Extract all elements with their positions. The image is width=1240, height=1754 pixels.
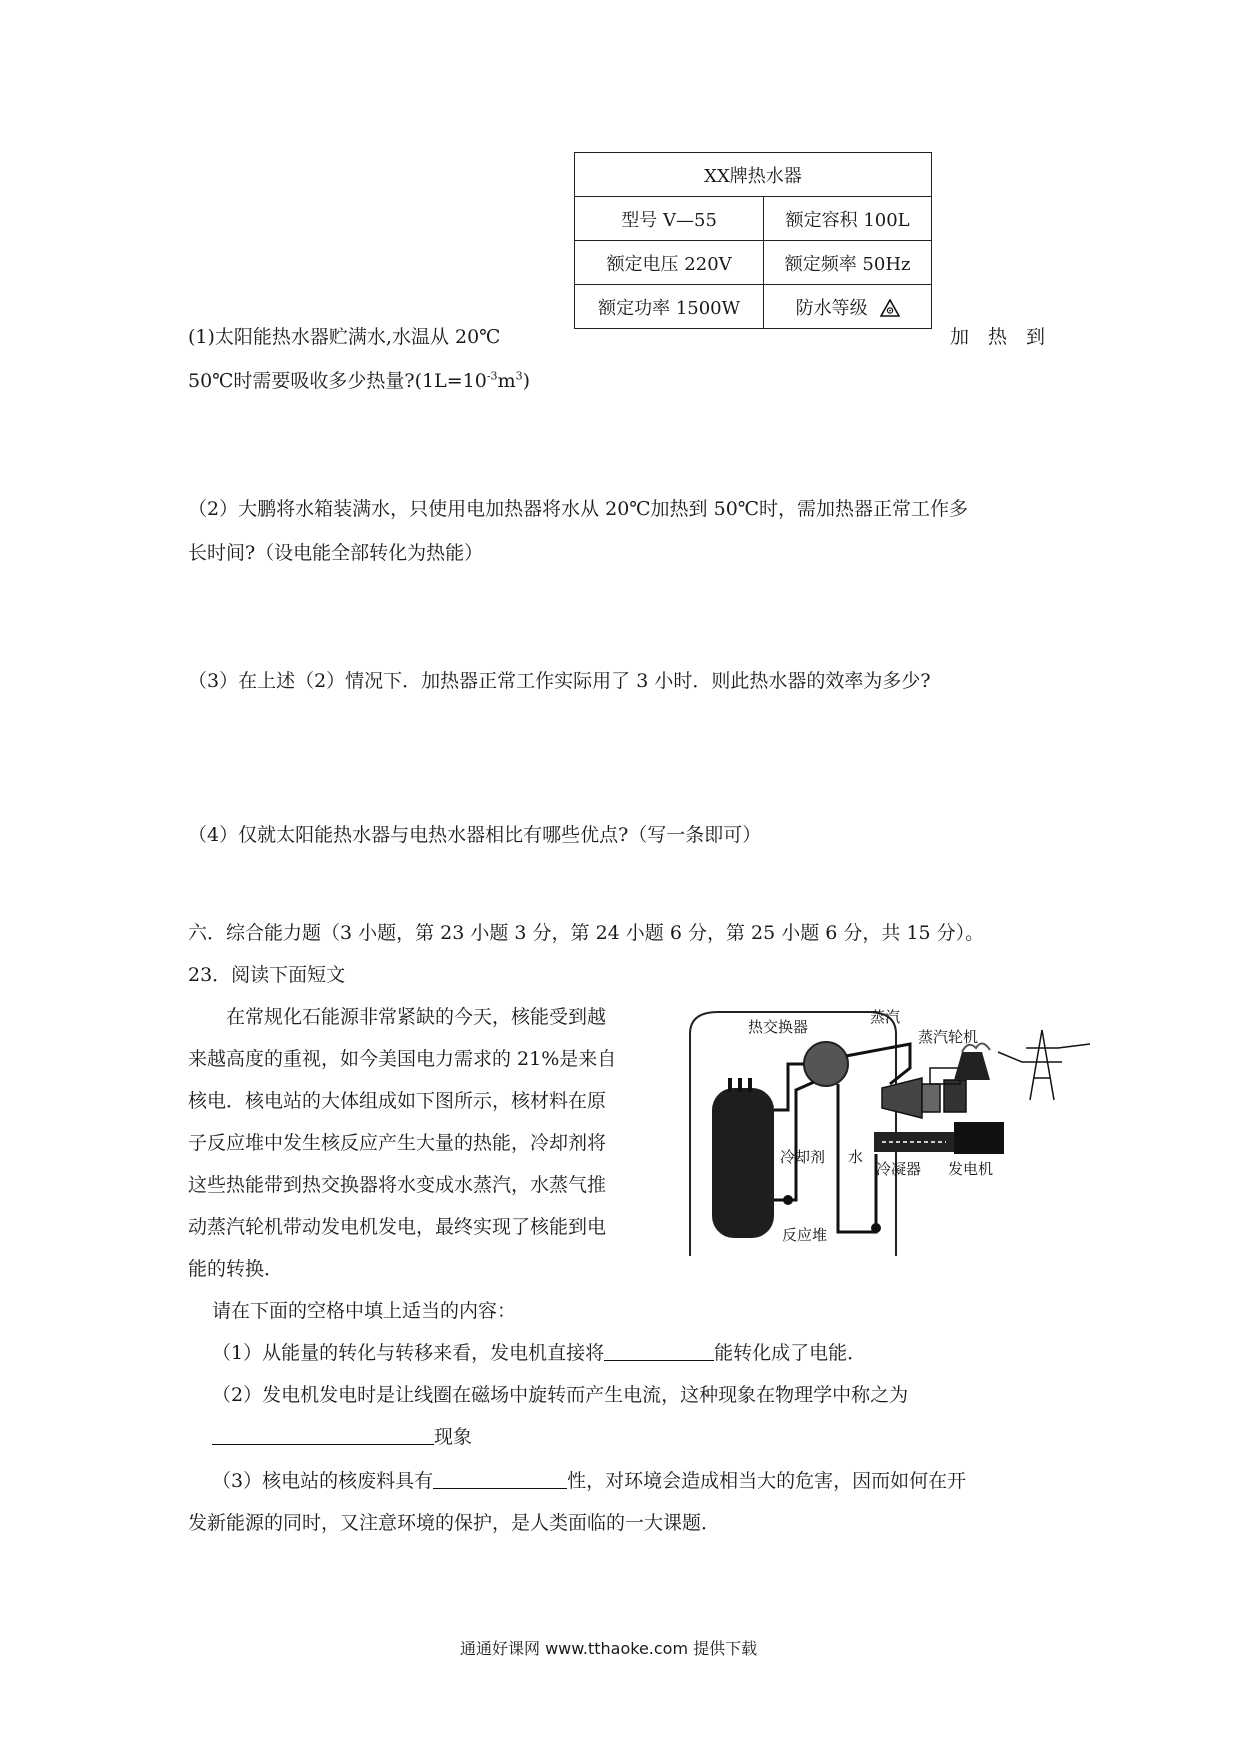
spec-capacity: 额定容积 100L [764, 197, 932, 241]
q1-exp: -3 [486, 369, 498, 383]
section6-title: 六．综合能力题（3 小题，第 23 小题 3 分，第 24 小题 6 分，第 25 小题 6 分，共 15 分）。 [188, 922, 985, 944]
spec-waterproof [764, 285, 932, 329]
q23-instruction: 请在下面的空格中填上适当的内容： [212, 1300, 517, 1322]
page-footer: 通通好课网 www.tthaoke.com 提供下载 [460, 1639, 758, 1658]
label-condenser: 冷凝器 [876, 1160, 922, 1178]
q23-para-line: 来越高度的重视，如今美国电力需求的 21%是来自 [188, 1048, 617, 1070]
spec-voltage: 额定电压 220V [575, 241, 764, 285]
q23-s3-text-a: （3）核电站的核废料具有 [212, 1470, 434, 1492]
label-generator: 发电机 [948, 1160, 994, 1178]
q23-s1-text-b: 能转化成了电能． [714, 1342, 867, 1364]
nuclear-plant-diagram [678, 1000, 1090, 1256]
q1-line1-left: (1)太阳能热水器贮满水,水温从 20℃ [188, 326, 501, 348]
steam-turbine [882, 1078, 922, 1118]
q23-s3-text-b: 性，对环境会造成相当大的危害，因而如何在开 [567, 1470, 967, 1492]
q23-para-line: 子反应堆中发生核反应产生大量的热能，冷却剂将 [188, 1132, 607, 1154]
spec-table-title: XX牌热水器 [575, 153, 932, 197]
label-water: 水 [848, 1148, 864, 1166]
generator [944, 1080, 966, 1112]
spec-table [574, 152, 932, 329]
reactor-vessel [712, 1088, 774, 1238]
q1-line2 [188, 366, 530, 393]
q23-para-line: 能的转换． [188, 1258, 284, 1280]
q4-line1: （4）仅就太阳能热水器与电热水器相比有哪些优点?（写一条即可） [188, 824, 762, 846]
q2-line2: 长时间?（设电能全部转化为热能） [188, 542, 484, 564]
q1-line1-right: 加 热 到 [950, 326, 1046, 348]
q3-line1: （3）在上述（2）情况下．加热器正常工作实际用了 3 小时．则此热水器的效率为多少? [188, 670, 931, 692]
q23-s1-text-a: （1）从能量的转化与转移来看，发电机直接将 [212, 1342, 605, 1364]
answer-blank-1[interactable] [604, 1342, 714, 1361]
label-steam: 蒸汽 [870, 1008, 901, 1026]
q23-s3-line1 [212, 1466, 966, 1493]
q1-unit: m [497, 370, 516, 392]
q23-s2-text-b: 现象 [434, 1426, 473, 1448]
q1-unit-exp: 3 [515, 369, 523, 383]
q23-para-line: 动蒸汽轮机带动发电机发电，最终实现了核能到电 [188, 1216, 607, 1238]
waterproof-warning-icon [880, 299, 900, 317]
label-reactor: 反应堆 [782, 1226, 828, 1244]
steam-pipe [846, 1044, 910, 1084]
answer-blank-2[interactable] [212, 1426, 434, 1445]
q23-s2-line2 [212, 1422, 472, 1449]
q23-s1 [212, 1338, 866, 1365]
spec-waterproof-label: 防水等级 [795, 297, 868, 319]
q2-line1: （2）大鹏将水箱装满水，只使用电加热器将水从 20℃加热到 50℃时，需加热器正常工作多 [188, 498, 969, 520]
label-coolant: 冷却剂 [780, 1148, 826, 1166]
spec-model: 型号 V—55 [575, 197, 764, 241]
q23-para-line: 在常规化石能源非常紧缺的今天，核能受到越 [188, 1006, 607, 1028]
spec-power: 额定功率 1500W [575, 285, 764, 329]
q23-s2-line1: （2）发电机发电时是让线圈在磁场中旋转而产生电流，这种现象在物理学中称之为 [212, 1384, 909, 1406]
q23-para-line: 这些热能带到热交换器将水变成水蒸汽，水蒸气推 [188, 1174, 607, 1196]
transmission-tower-icon [998, 1030, 1090, 1100]
label-turbine: 蒸汽轮机 [918, 1028, 979, 1046]
q23-s3-line2: 发新能源的同时，又注意环境的保护，是人类面临的一大课题． [188, 1512, 721, 1534]
cooling-tower [954, 1052, 990, 1080]
q23-para-line: 核电．核电站的大体组成如下图所示，核材料在原 [188, 1090, 607, 1112]
answer-blank-3[interactable] [433, 1470, 567, 1489]
label-heat-exchanger: 热交换器 [748, 1018, 809, 1036]
q1-close: ) [522, 370, 531, 392]
spec-frequency: 额定频率 50Hz [764, 241, 932, 285]
q23-title: 23．阅读下面短文 [188, 964, 346, 986]
heat-exchanger [804, 1042, 848, 1086]
q1-line2-text: 50℃时需要吸收多少热量?(1L=10 [188, 370, 487, 392]
